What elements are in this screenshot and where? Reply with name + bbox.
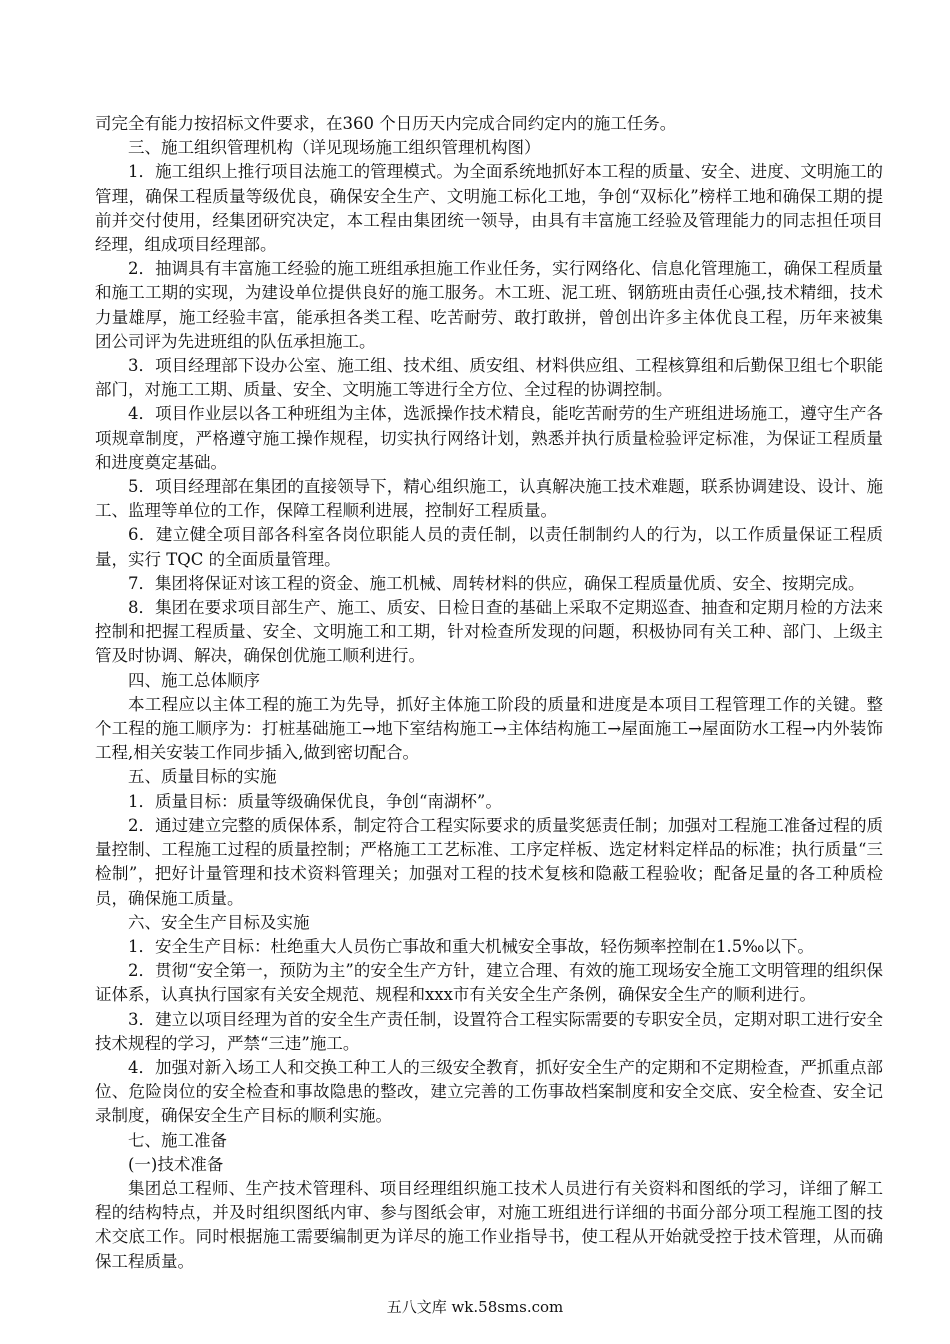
section-6-item: 4．加强对新入场工人和交换工种工人的三级安全教育，抓好安全生产的定期和不定期检查，严抓重点部位、危险岗位的安全检查和事故隐患的整改，建立完善的工伤事故档案制度和安全交底、安全检查、安全记录制度，确保安全生产目标的顺利实施。 <box>95 1057 883 1126</box>
paragraph-continuation: 司完全有能力按招标文件要求，在360 个日历天内完成合同约定内的施工任务。 <box>95 114 677 133</box>
section-3-item: 4．项目作业层以各工种班组为主体，选派操作技术精良，能吃苦耐劳的生产班组进场施工，遵守生产各项规章制度，严格遵守施工操作规程，切实执行网络计划，熟悉并执行质量检验评定标准，为保证工程质量和进度奠定基础。 <box>95 404 883 472</box>
section-6-item: 1．安全生产目标：杜绝重大人员伤亡事故和重大机械安全事故，轻伤频率控制在1.5‰以下。 <box>128 936 814 956</box>
section-heading-5: 五、质量目标的实施 <box>128 767 277 787</box>
section-heading-4: 四、施工总体顺序 <box>128 670 260 690</box>
section-6-item: 3．建立以项目经理为首的安全生产责任制，设置符合工程实际需要的专职安全员，定期对职工进行安全技术规程的学习，严禁“三违”施工。 <box>95 1009 883 1053</box>
section-3-item: 2．抽调具有丰富施工经验的施工班组承担施工作业任务，实行网络化、信息化管理施工，确保工程质量和施工工期的实现，为建设单位提供良好的施工服务。木工班、泥工班、钢筋班由责任心强,技术精细，技术力量雄厚，施工经验丰富，能承担各类工程、吃苦耐劳、敢打敢拼，曾创出许多主体优良工程，历年来被集团公司评为先进班组的队伍承担施工。 <box>95 259 883 351</box>
section-3-item: 1．施工组织上推行项目法施工的管理模式。为全面系统地抓好本工程的质量、安全、进度、文明施工的管理，确保工程质量等级优良，确保安全生产、文明施工标化工地，争创“双标化”榜样工地和确保工期的提前并交付使用，经集团研究决定，本工程由集团统一领导，由具有丰富施工经验及管理能力的同志担任项目经理，组成项目经理部。 <box>95 162 883 255</box>
section-3-item: 7．集团将保证对该工程的资金、施工机械、周转材料的供应，确保工程质量优质、安全、按期完成。 <box>128 573 865 593</box>
section-3-item: 3．项目经理部下设办公室、施工组、技术组、质安组、材料供应组、工程核算组和后勤保卫组七个职能部门，对施工工期、质量、安全、文明施工等进行全方位、全过程的协调控制。 <box>95 356 883 400</box>
section-heading-3: 三、施工组织管理机构（详见现场施工组织管理机构图） <box>128 138 541 158</box>
section-3-item: 5．项目经理部在集团的直接领导下，精心组织施工，认真解决施工技术难题，联系协调建设、设计、施工、监理等单位的工作，保障工程顺利进展，控制好工程质量。 <box>95 477 883 521</box>
section-7-body: 集团总工程师、生产技术管理科、项目经理组织施工技术人员进行有关资料和图纸的学习，详细了解工程的结构特点，并及时组织图纸内审、参与图纸会审，对施工班组进行详细的书面分部分项工程施工图的技术交底工作。同时根据施工需要编制更为详尽的施工作业指导书，使工程从开始就受控于技术管理，从而确保工程质量。 <box>95 1178 883 1271</box>
section-heading-7: 七、施工准备 <box>128 1130 227 1150</box>
section-heading-6: 六、安全生产目标及实施 <box>128 912 310 932</box>
sub-heading-technical-prep: (一)技术准备 <box>128 1154 224 1174</box>
section-5-item: 2．通过建立完整的质保体系，制定符合工程实际要求的质量奖惩责任制；加强对工程施工准备过程的质量控制、工程施工过程的质量控制；严格施工工艺标准、工序定样板、选定材料定样品的标准；执行质量“三检制”，把好计量管理和技术资料管理关；加强对工程的技术复核和隐蔽工程验收；配备足量的各工种质检员，确保施工质量。 <box>95 815 883 908</box>
document-body <box>95 112 883 1274</box>
section-4-body: 本工程应以主体工程的施工为先导，抓好主体施工阶段的质量和进度是本项目工程管理工作的关键。整个工程的施工顺序为：打桩基础施工→地下室结构施工→主体结构施工→屋面施工→屋面防水工程→内外装饰工程,相关安装工作同步插入,做到密切配合。 <box>95 694 883 763</box>
section-6-item: 2．贯彻“安全第一，预防为主”的安全生产方针，建立合理、有效的施工现场安全施工文明管理的组织保证体系，认真执行国家有关安全规范、规程和xxx市有关安全生产条例，确保安全生产的顺利进行。 <box>95 961 883 1005</box>
section-3-item: 6．建立健全项目部各科室各岗位职能人员的责任制，以责任制制约人的行为，以工作质量保证工程质量，实行 TQC 的全面质量管理。 <box>95 525 883 569</box>
section-5-item: 1．质量目标：质量等级确保优良，争创“南湖杯”。 <box>128 791 502 811</box>
section-3-item: 8．集团在要求项目部生产、施工、质安、日检日查的基础上采取不定期巡查、抽查和定期月检的方法来控制和把握工程质量、安全、文明施工和工期，针对检查所发现的问题，积极协同有关工种、部门、上级主管及时协调、解决，确保创优施工顺利进行。 <box>95 598 883 666</box>
page-footer: 五八文库 wk.58sms.com <box>386 1298 564 1316</box>
